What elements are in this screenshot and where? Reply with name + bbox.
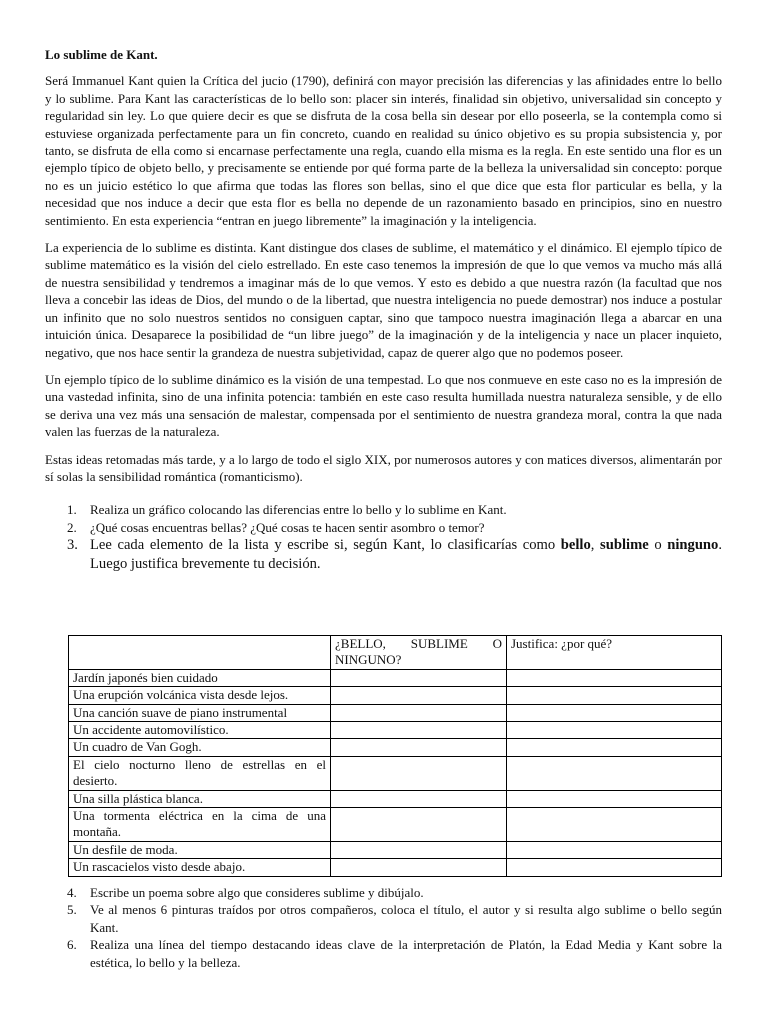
table-cell-justification[interactable] [507,756,722,790]
list-item [45,536,722,574]
table-cell-classification[interactable] [331,704,507,721]
table-cell-item: Una erupción volcánica vista desde lejos. [69,687,331,704]
task-number: 2. [67,519,77,535]
paragraph-dynamic-sublime: Un ejemplo típico de lo sublime dinámico es la visión de una tempestad. Lo que nos conmueve en este caso no es la impresión de una vastedad infinita, sino de una infinita potencia: también en este caso resulta humillada nuestra naturaleza sensible, y de ello se deriva una vez más una sensación de malestar, compensada por el sentimiento de nuestra grandeza moral, contra la que nada valen las fuerzas de la naturaleza. [45,371,722,440]
table-cell-justification[interactable] [507,859,722,876]
table-cell-item: El cielo nocturno lleno de estrellas en el desierto. [69,756,331,790]
task-text: Realiza una línea del tiempo destacando ideas clave de la interpretación de Platón, la Edad Media y Kant sobre la estética, lo bello y la belleza. [90,937,722,970]
table-cell-justification[interactable] [507,739,722,756]
table-cell-justification[interactable] [507,669,722,686]
task-text: Lee cada elemento de la lista y escribe si, según Kant, lo clasificarías como [90,537,561,554]
separator: o [648,537,668,554]
paragraph-beauty: Será Immanuel Kant quien la Crítica del jucio (1790), definirá con mayor precisión las diferencias y las afinidades entre lo bello y lo sublime. Para Kant las características de lo bello son: placer sin interés, finalidad sin objetivo, universalidad sin concepto y regularidad sin ley. Lo que quiere decir es que se disfruta de la cosa bella sin desear por ello poseerla, se la contempla como si estuviese organizada perfectamente para un fin concreto, cuando en realidad su único objetivo es su propia subsistencia y, por tanto, se disfruta de ella como si encarnase perfectamente una regla, cuando ella misma es la regla. En este sentido una flor es un ejemplo típico de objeto bello, y precisamente se entiende por qué forma parte de la belleza la universalidad sin concepto: porque no es un juicio estético lo que afirma que todas las flores son bellas, sino el que dice que esta flor particular es bella, y la necesidad que nos induce a decir que esta flor es bella no depende de un razonamiento basado en principios, sino en nuestro sentimiento. En esta experiencia “entran en juego libremente” la imaginación y la inteligencia. [45,73,722,228]
table-cell-justification[interactable] [507,841,722,858]
table-header-cell [69,636,331,670]
list-item [45,901,722,936]
task-text: Escribe un poema sobre algo que consideres sublime y dibújalo. [90,885,424,900]
table-header-row [69,636,722,670]
task-number: 1. [67,502,77,518]
classification-table [68,635,722,877]
table-cell-justification[interactable] [507,687,722,704]
table-cell-classification[interactable] [331,790,507,807]
table-cell-item: Un rascacielos visto desde abajo. [69,859,331,876]
table-cell-justification[interactable] [507,808,722,842]
document-page [45,46,723,970]
paragraph-romanticism: Estas ideas retomadas más tarde, y a lo largo de todo el siglo XIX, por numerosos autores y con matices diversos, alimentarán por sí solas la sensibilidad romántica (romanticismo). [45,451,722,484]
document-title: Lo sublime de Kant. [45,47,158,62]
table-row [69,687,722,704]
table-row [69,739,722,756]
table-row [69,790,722,807]
keyword-sublime: sublime [600,537,649,554]
table-row [69,841,722,858]
table-cell-item: Un accidente automovilístico. [69,722,331,739]
table-cell-item: Jardín japonés bien cuidado [69,669,331,686]
table-row [69,669,722,686]
task-number: 5. [67,902,77,918]
table-cell-classification[interactable] [331,669,507,686]
table-cell-classification[interactable] [331,859,507,876]
task-number: 4. [67,885,77,900]
keyword-ninguno: ninguno [667,537,719,554]
table-cell-classification[interactable] [331,841,507,858]
separator: , [590,537,601,554]
list-item [45,936,722,971]
table-cell-classification[interactable] [331,739,507,756]
list-item [45,519,722,536]
table-cell-item: Una silla plástica blanca. [69,790,331,807]
table-row [69,756,722,790]
table-cell-item: Una canción suave de piano instrumental [69,704,331,721]
table-cell-classification[interactable] [331,687,507,704]
task-text: Ve al menos 6 pinturas traídos por otros compañeros, coloca el título, el autor y si resulta algo sublime o bello según Kant. [90,902,722,935]
task-number: 6. [67,937,77,953]
table-row [69,722,722,739]
keyword-bello: bello [560,537,591,554]
table-cell-justification[interactable] [507,790,722,807]
table-cell-item: Un cuadro de Van Gogh. [69,739,331,756]
table-row [69,808,722,842]
task-number: 3. [67,537,78,554]
task-list-continued [45,884,722,971]
table-header-cell: Justifica: ¿por qué? [507,636,722,670]
table-row [69,859,722,876]
task-list [45,501,722,574]
table-header-cell: ¿BELLO, SUBLIME O NINGUNO? [331,636,507,670]
task-text: ¿Qué cosas encuentras bellas? ¿Qué cosas te hacen sentir asombro o temor? [90,519,485,535]
paragraph-sublime: La experiencia de lo sublime es distinta. Kant distingue dos clases de sublime, el matemático y el dinámico. El ejemplo típico de sublime matemático es la visión del cielo estrellado. En este caso tenemos la impresión de que lo que vemos va mucho más allá de nuestra sensibilidad y tendremos a imaginar más de lo que vemos. Y esto es debido a que nuestra razón (la facultad que nos lleva a concebir las ideas de Dios, del mundo o de la libertad, que nuestra inteligencia no puede demostrar) nos induce a postular un infinito que no solo nuestros sentidos no consiguen captar, sino que tampoco nuestra imaginación llega a abarcar en una intuición única. Desaparece la posibilidad de “un libre juego” de la imaginación y de la inteligencia y nace un placer inquieto, negativo, que nos hace sentir la grandeza de nuestra subjetividad, capaz de querer algo que no podemos poseer. [45,240,722,360]
table-cell-item: Un desfile de moda. [69,841,331,858]
table-cell-classification[interactable] [331,722,507,739]
table-cell-justification[interactable] [507,704,722,721]
list-item [45,501,722,518]
table-cell-item: Una tormenta eléctrica en la cima de una montaña. [69,808,331,842]
task-text: . Luego justifica brevemente tu decisión. [90,537,723,573]
table-cell-classification[interactable] [331,808,507,842]
table-cell-justification[interactable] [507,722,722,739]
table-row [69,704,722,721]
table-cell-classification[interactable] [331,756,507,790]
task-text: Realiza un gráfico colocando las diferencias entre lo bello y lo sublime en Kant. [90,502,507,518]
list-item [45,884,722,901]
